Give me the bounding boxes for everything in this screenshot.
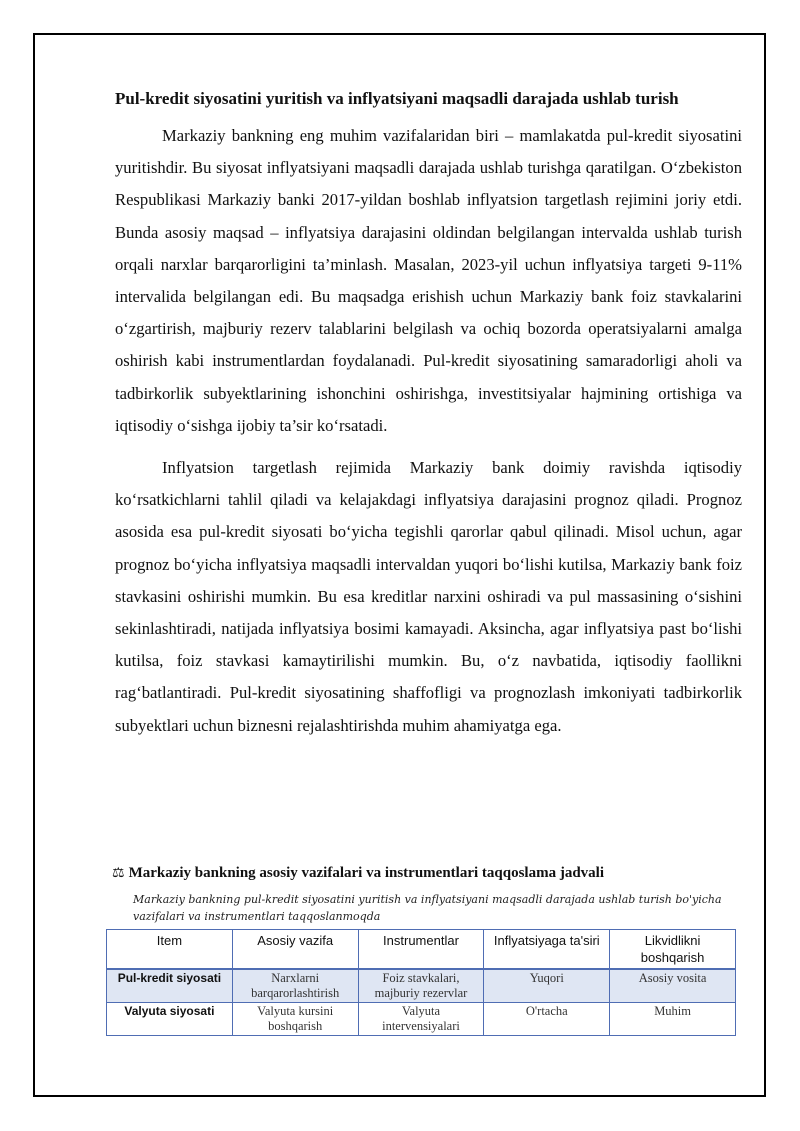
document-body: [115, 88, 742, 752]
column-header-inflyatsiyaga-tasiri: Inflyatsiyaga ta'siri: [484, 930, 610, 970]
table-cell: Foiz stavkalari, majburiy rezervlar: [358, 969, 484, 1003]
table-row: [107, 1003, 736, 1036]
scale-icon: ⚖: [112, 866, 125, 881]
comparison-table-section: [112, 862, 752, 1036]
table-title-text: Markaziy bankning asosiy vazifalari va instrumentlari taqqoslama jadvali: [128, 865, 605, 881]
paragraph-1: Markaziy bankning eng muhim vazifalaridan biri – mamlakatda pul-kredit siyosatini yuritishdir. Bu siyosat inflyatsiyani maqsadli darajada ushlab turishga qaratilgan. O‘zbekiston Respublikasi Markaziy banki 2017-yildan boshlab inflyatsion targetlash rejimini joriy etdi. Bunda asosiy maqsad – inflyatsiya darajasini oldindan belgilangan intervalda ushlab turish orqali narxlar barqarorligini ta’minlash. Masalan, 2023-yil uchun inflyatsiya targeti 9-11% intervalida belgilangan edi. Bu maqsadga erishish uchun Markaziy bank foiz stavkalarini o‘zgartirish, majburiy rezerv talablarini belgilash va ochiq bozorda operatsiyalarni amalga oshirish kabi instrumentlardan foydalanadi. Pul-kredit siyosatining samaradorligi aholi va tadbirkorlik subyektlarining ishonchini oshirishga, investitsiyalar hajmining ortishiga va iqtisodiy o‘sishga ijobiy ta’sir ko‘rsatadi.: [115, 126, 742, 435]
table-cell: Valyuta kursini boshqarish: [232, 1003, 358, 1036]
table-caption: Markaziy bankning pul-kredit siyosatini yuritish va inflyatsiyani maqsadli darajada ushlab turish bo'yicha vazifalari va instrumentlari taqqoslanmoqda: [133, 893, 722, 923]
table-row: [107, 969, 736, 1003]
table-title: [112, 862, 752, 885]
section-heading: Pul-kredit siyosatini yuritish va inflyatsiyani maqsadli darajada ushlab turish: [115, 89, 679, 108]
table-cell: Yuqori: [484, 969, 610, 1003]
paragraph-2: Inflyatsion targetlash rejimida Markaziy bank doimiy ravishda iqtisodiy ko‘rsatkichlarni tahlil qiladi va kelajakdagi inflyatsiya darajasini prognoz qiladi. Prognoz asosida esa pul-kredit siyosati bo‘yicha tegishli qarorlar qabul qilinadi. Misol uchun, agar prognoz bo‘yicha inflyatsiya maqsadli intervaldan yuqori bo‘lishi kutilsa, Markaziy bank foiz stavkasini oshirishi mumkin. Bu esa kreditlar narxini oshiradi va pul massasining o‘sishini sekinlashtiradi, natijada inflyatsiya bosimi kamayadi. Aksincha, agar inflyatsiya past bo‘lishi kutilsa, foiz stavkasi kamaytirilishi mumkin. Bu, o‘z navbatida, iqtisodiy faollikni rag‘batlantiradi. Pul-kredit siyosatining shaffofligi va prognozlash imkoniyati tadbirkorlik subyektlari uchun biznesni rejalashtirishda muhim ahamiyatga ega.: [115, 458, 742, 735]
column-header-item: Item: [107, 930, 233, 970]
column-header-instrumentlar: Instrumentlar: [358, 930, 484, 970]
table-cell: Asosiy vosita: [610, 969, 736, 1003]
column-header-asosiy-vazifa: Asosiy vazifa: [232, 930, 358, 970]
row-label-cell: Valyuta siyosati: [107, 1003, 233, 1036]
table-header-row: [107, 930, 736, 970]
comparison-table: [106, 929, 736, 1036]
table-cell: O'rtacha: [484, 1003, 610, 1036]
table-cell: Valyuta intervensiyalari: [358, 1003, 484, 1036]
row-label-cell: Pul-kredit siyosati: [107, 969, 233, 1003]
column-header-likvidlikni-boshqarish: Likvidlikni boshqarish: [610, 930, 736, 970]
table-cell: Muhim: [610, 1003, 736, 1036]
table-cell: Narxlarni barqarorlashtirish: [232, 969, 358, 1003]
